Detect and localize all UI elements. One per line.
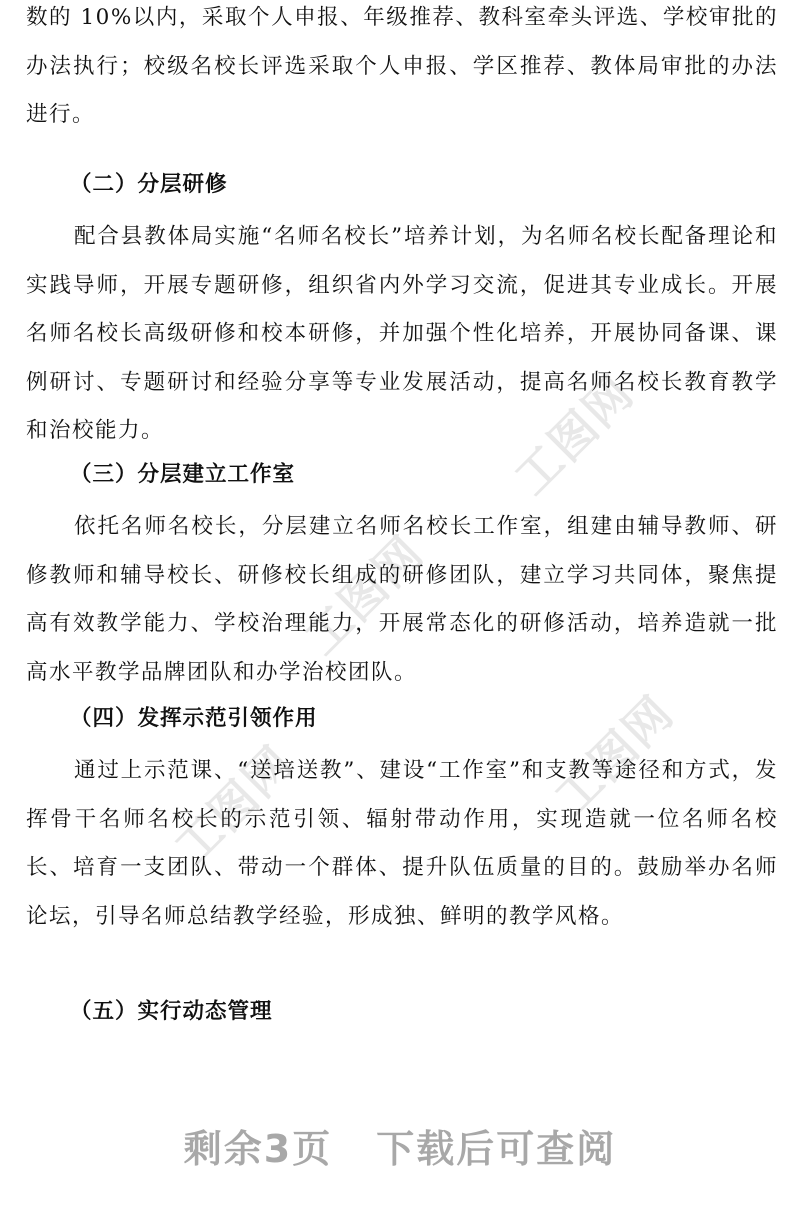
download-to-view-text: 下载后可查阅 — [376, 1127, 617, 1171]
section-heading-2: （二）分层研修 — [70, 172, 228, 197]
watermark-logo: 工图网 — [504, 365, 645, 506]
section-heading-4: （四）发挥示范引领作用 — [70, 706, 318, 731]
section-body-4: 通过上示范课、“送培送教”、建设“工作室”和支教等途径和方式，发挥骨干名师名校长的示范引领、辐射带动作用，实现造就一位名师名校长、培育一支团队、带动一个群体、提升队伍质量的目的。鼓励举办名师论坛，引导名师总结教学经验，形成独、鲜明的教学风格。 — [26, 758, 778, 929]
watermark-logo: 工图网 — [164, 735, 305, 876]
section-heading-3: （三）分层建立工作室 — [70, 462, 296, 487]
section-body-2: 配合县教体局实施“名师名校长”培养计划，为名师名校长配备理论和实践导师，开展专题研修，组织省内外学习交流，促进其专业成长。开展名师名校长高级研修和校本研修，并加强个性化培养，开展协同备课、课例研讨、专题研讨和经验分享等专业发展活动，提高名师名校长教育教学和治校能力。 — [26, 224, 778, 443]
watermark-logo: 工图网 — [294, 525, 435, 666]
download-prompt-banner[interactable] — [0, 1118, 800, 1173]
section-heading-5: （五）实行动态管理 — [70, 999, 273, 1024]
remaining-pages-text: 剩余3页 — [183, 1127, 333, 1171]
section-body-3: 依托名师名校长，分层建立名师名校长工作室，组建由辅导教师、研修教师和辅导校长、研修校长组成的研修团队，建立学习共同体，聚焦提高有效教学能力、学校治理能力，开展常态化的研修活动，培养造就一批高水平教学品牌团队和办学治校团队。 — [26, 514, 778, 685]
paragraph-continuation: 数的 10%以内，采取个人申报、年级推荐、教科室牵头评选、学校审批的办法执行；校级名校长评选采取个人申报、学区推荐、教体局审批的办法进行。 — [26, 5, 778, 127]
watermark-logo: 工图网 — [544, 685, 685, 826]
